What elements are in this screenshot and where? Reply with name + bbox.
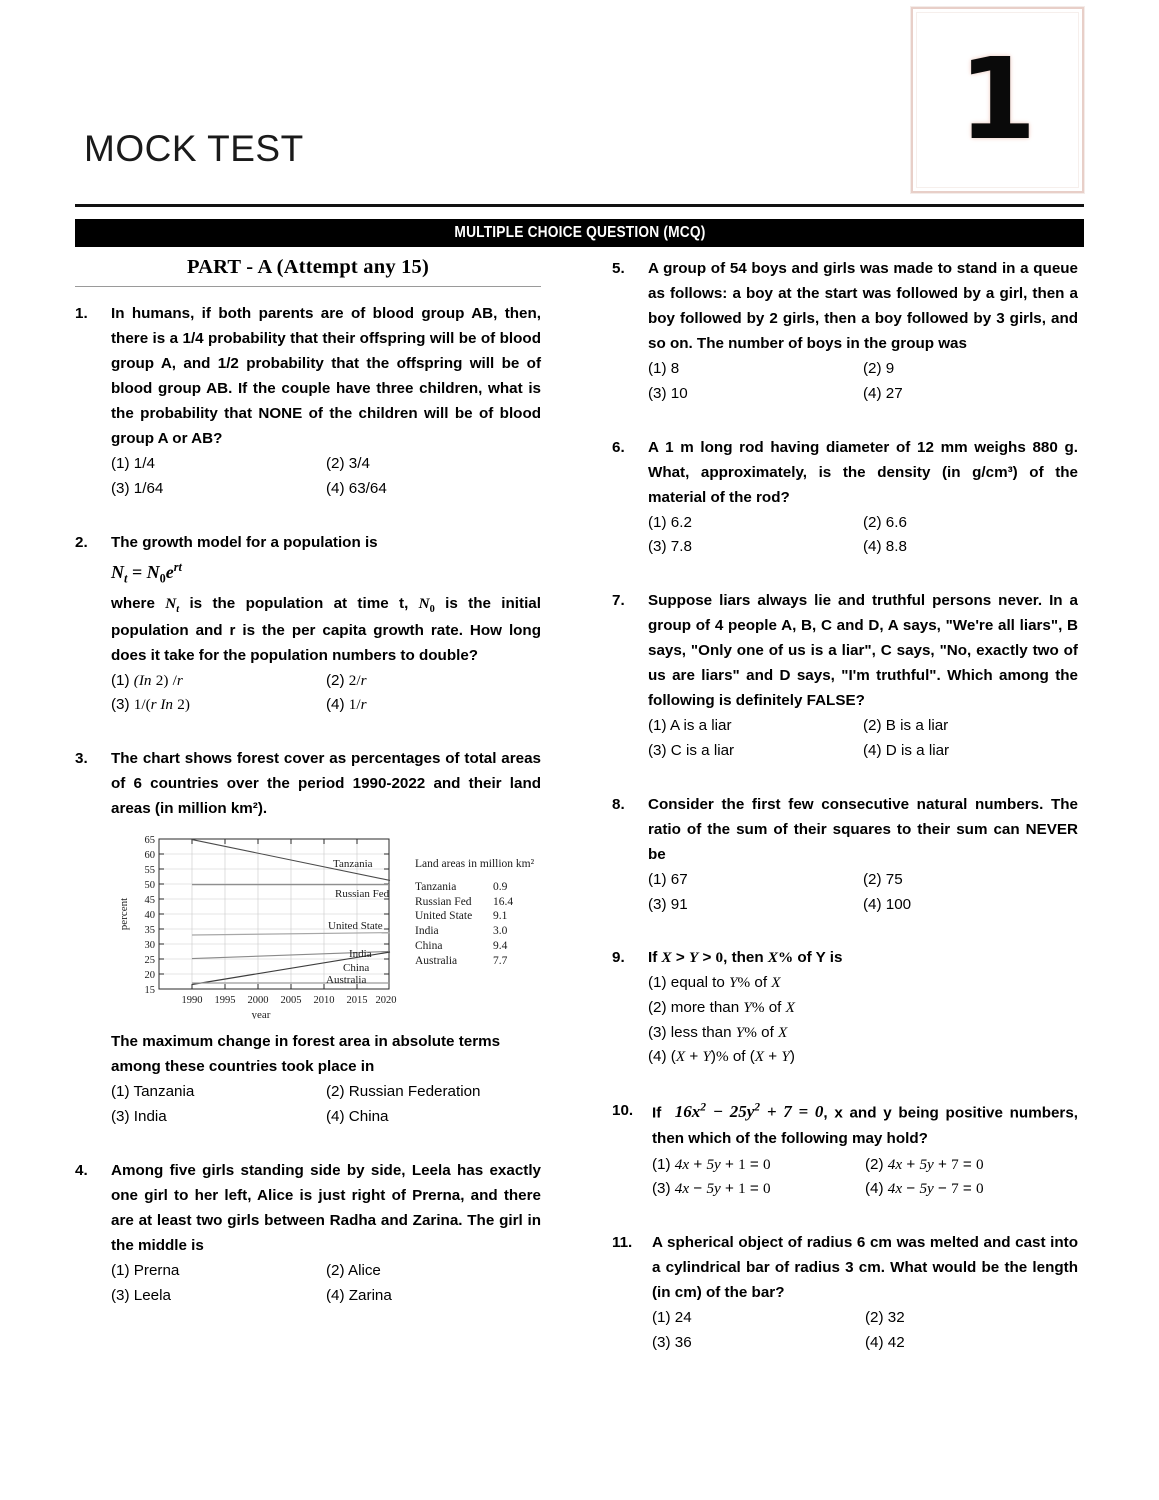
option-3[interactable]: (3) 1/64 [111,480,164,498]
series-label-australia: Australia [326,974,367,987]
option-list [648,971,1078,1070]
land-area-table [411,829,534,968]
column-left [75,256,541,1320]
svg-text:45: 45 [144,895,155,907]
section-banner [75,219,1084,247]
option-2[interactable]: (2) 6.6 [863,513,907,531]
option-1[interactable]: (1) 4x + 5y + 1 = 0 [652,1155,771,1173]
svg-text:50: 50 [144,880,155,892]
option-1[interactable]: (1) Tanzania [111,1083,195,1101]
option-2[interactable]: (2) 9 [863,360,895,378]
series-label-russian-fed: Russian Fed [335,888,390,901]
option-4[interactable]: (4) D is a liar [863,742,950,760]
option-list [111,1080,541,1129]
option-list [648,357,1078,406]
svg-text:2005: 2005 [280,995,302,1007]
part-divider [75,286,541,287]
header-divider [75,204,1084,207]
option-3[interactable]: (3) 1/(r In 2) [111,696,190,714]
option-3[interactable]: (3) 10 [648,384,688,402]
option-3[interactable]: (3) 7.8 [648,538,692,556]
country-name: Australia [415,954,458,967]
question-text: Consider the first few consecutive natural numbers. The ratio of the sum of their squares to their sum can NEVER be [648,795,1078,863]
question-text: Among five girls standing side by side, Leela has exactly one girl to her left, Alice is just right of Prerna, and there are at least two girls between Radha and Zarina. The girl in the middle is [111,1161,541,1254]
svg-text:2020: 2020 [375,995,397,1007]
question-number: 2. [75,533,88,551]
country-name: United State [415,910,473,923]
land-area-value: 0.9 [493,881,508,894]
option-2[interactable]: (2) 3/4 [326,455,370,473]
option-1[interactable]: (1) A is a liar [648,717,732,735]
chart-x-tick-labels [182,995,397,1006]
spacer [612,419,1078,435]
country-name: India [415,925,439,938]
question-10 [612,1098,1078,1202]
question-number: 7. [612,592,625,610]
option-4[interactable]: (4) 100 [863,895,912,913]
question-body [648,792,1078,917]
option-list [652,1306,1078,1355]
question-text: If X > Y > 0, then X% of Y is [648,949,843,967]
option-list [111,452,541,501]
option-4[interactable]: (4) 27 [863,384,903,402]
option-2[interactable]: (2) 32 [865,1309,905,1327]
question-text-continued: The maximum change in forest area in absolute terms among these countries took place in [111,1033,501,1076]
spacer [612,776,1078,792]
option-3[interactable]: (3) 4x − 5y + 1 = 0 [652,1180,771,1198]
svg-text:30: 30 [144,940,155,952]
series-label-tanzania: Tanzania [333,858,373,871]
question-text: A spherical object of radius 6 cm was melted and cast into a cylindrical bar of radius 3 cm. What would be the length (in cm) of the bar? [652,1233,1078,1301]
table-row [415,924,534,939]
svg-text:2010: 2010 [313,995,335,1007]
question-1 [75,301,541,502]
svg-text:15: 15 [144,985,155,997]
question-6 [612,435,1078,560]
svg-text:25: 25 [144,955,155,967]
question-formula: $N_t = N_0e^{rt}$ [111,559,182,586]
option-1[interactable]: (1) Prerna [111,1262,180,1280]
svg-text:2015: 2015 [346,995,368,1007]
question-body [652,1230,1078,1355]
option-4[interactable]: (4) 1/r [326,696,367,714]
question-9 [612,945,1078,1070]
land-area-value: 9.1 [493,910,508,923]
option-list [652,1153,1078,1202]
column-right [612,256,1078,1367]
option-2[interactable]: (2) 75 [863,870,903,888]
svg-text:1990: 1990 [181,995,203,1007]
land-area-value: 3.0 [493,925,508,938]
test-number: 1 [958,35,1037,165]
chart-y-axis-label: percent [118,898,130,931]
question-text: A group of 54 boys and girls was made to stand in a queue as follows: a boy at the start was followed by a girl, then a boy followed by 2 girls, then a boy followed by 3 girls, and so on. The number of boys in the group was [648,260,1078,353]
chart-svg [111,829,411,1019]
question-number: 11. [612,1233,633,1251]
part-heading: PART - A (Attempt any 15) [186,256,430,278]
svg-text:20: 20 [144,970,155,982]
option-1[interactable]: (1) 8 [648,360,680,378]
question-number: 4. [75,1161,88,1179]
line-chart [111,829,411,1019]
page-title: MOCK TEST [84,128,304,169]
svg-text:40: 40 [144,910,155,922]
land-area-value: 16.4 [493,895,514,908]
question-number: 5. [612,260,625,277]
option-3[interactable]: (3) 36 [652,1333,692,1351]
question-text: Suppose liars always lie and truthful persons never. In a group of 4 people A, B, C and D, A says, "We're all liars", B says, "Only one of us is a liar", C says, "No, exactly two of us are liars" and D says, "I'm truthful". Which among the following is definitely FALSE? [648,592,1078,710]
option-2[interactable]: (2) Russian Federation [326,1083,481,1101]
question-8 [612,792,1078,917]
land-area-value: 7.7 [493,954,508,967]
series-label-china: China [343,962,370,975]
question-text: In humans, if both parents are of blood group AB, then, there is a 1/4 probability that their offspring will be of blood group A, and 1/2 probability that the offspring will be of blood group AB. If the couple have three children, what is the probability that NONE of the children will be of blood group A or AB? [111,305,541,448]
question-5 [612,256,1078,407]
option-3[interactable]: (3) C is a liar [648,742,735,760]
question-text: The chart shows forest cover as percentages of total areas of 6 countries over the period 1990-2022 and their land areas (in million km²). [111,750,541,818]
section-banner-label: MULTIPLE CHOICE QUESTION (MCQ) [453,224,706,241]
option-list [648,511,1078,560]
option-1[interactable]: (1) equal to Y% of X [648,974,781,992]
option-list [111,669,541,718]
option-2[interactable]: (2) 2/r [326,671,367,689]
option-list [111,1259,541,1308]
svg-text:35: 35 [144,925,155,937]
question-2 [75,530,541,718]
option-1[interactable]: (1) (In 2) /r [111,671,183,689]
svg-text:65: 65 [144,835,155,847]
question-text-continued: where $N_t$ is the population at time t, $N_0$ is the initial population and r is the per capita growth rate. How long does it take for the population numbers to double? [111,594,541,664]
question-number: 9. [612,949,625,967]
option-4[interactable]: (4) (X + Y)% of (X + Y) [648,1048,795,1066]
question-7 [612,588,1078,764]
option-3[interactable]: (3) less than Y% of X [648,1023,788,1041]
spacer [75,514,541,530]
table-row [415,880,534,895]
option-4[interactable]: (4) 63/64 [326,480,387,498]
question-number: 3. [75,750,88,768]
option-4[interactable]: (4) China [326,1108,389,1126]
table-row [415,954,534,969]
option-3[interactable]: (3) Leela [111,1286,171,1304]
series-label-united-state: United State [328,920,383,933]
option-2[interactable]: (2) 4x + 5y + 7 = 0 [865,1155,984,1173]
forest-cover-figure [111,829,541,1019]
svg-text:55: 55 [144,865,155,877]
country-name: China [415,939,443,952]
svg-text:2000: 2000 [247,995,269,1007]
option-list [648,868,1078,917]
question-body [111,746,541,1130]
option-1[interactable]: (1) 1/4 [111,455,155,473]
question-3 [75,746,541,1130]
question-body [648,256,1078,407]
table-row [415,909,534,924]
spacer [612,1082,1078,1098]
spacer [612,929,1078,945]
option-1[interactable]: (1) 67 [648,870,688,888]
option-2[interactable]: (2) more than Y% of X [648,998,795,1016]
question-number: 10. [612,1101,634,1119]
option-3[interactable]: (3) India [111,1108,167,1126]
land-area-table-title: Land areas in million km² [415,858,535,871]
option-2[interactable]: (2) Alice [326,1262,381,1280]
test-number-badge [911,7,1084,193]
chart-y-tick-labels [145,835,156,996]
question-text: If $16x^2 - 25y^2 + 7 = 0$, x and y being positive numbers, then which of the following may hold? [652,1100,1078,1148]
question-text: The growth model for a population is [111,533,378,551]
svg-text:60: 60 [144,850,155,862]
svg-text:1995: 1995 [214,995,236,1007]
option-3[interactable]: (3) 91 [648,895,688,913]
question-number: 8. [612,795,625,813]
test-number-badge-inner [916,12,1079,188]
question-text: A 1 m long rod having diameter of 12 mm weighs 880 g. What, approximately, is the density (in g/cm³) of the material of the rod? [648,438,1078,506]
option-4[interactable]: (4) 4x − 5y − 7 = 0 [865,1180,984,1198]
table-row [415,895,534,910]
option-4[interactable]: (4) 42 [865,1333,905,1351]
spacer [75,1142,541,1158]
land-area-value: 9.4 [493,939,508,952]
question-11 [612,1230,1078,1355]
question-body [648,945,1078,1070]
country-name: Tanzania [415,881,457,894]
chart-x-axis-label: year [251,1009,271,1020]
chart-series-labels [326,858,390,986]
spacer [75,730,541,746]
option-list [648,714,1078,763]
question-body [111,530,541,718]
option-1[interactable]: (1) 6.2 [648,513,692,531]
option-1[interactable]: (1) 24 [652,1309,692,1327]
question-4 [75,1158,541,1309]
question-body [111,1158,541,1309]
country-name: Russian Fed [415,895,472,908]
question-number: 6. [612,438,625,456]
question-body [648,435,1078,560]
series-label-india: India [349,948,372,961]
option-2[interactable]: (2) B is a liar [863,717,949,735]
question-body [648,588,1078,764]
question-body [111,301,541,502]
question-body [652,1098,1078,1202]
option-4[interactable]: (4) 8.8 [863,538,907,556]
question-number: 1. [75,305,88,322]
spacer [612,1214,1078,1230]
table-row [415,939,534,954]
spacer [612,572,1078,588]
option-4[interactable]: (4) Zarina [326,1286,392,1304]
